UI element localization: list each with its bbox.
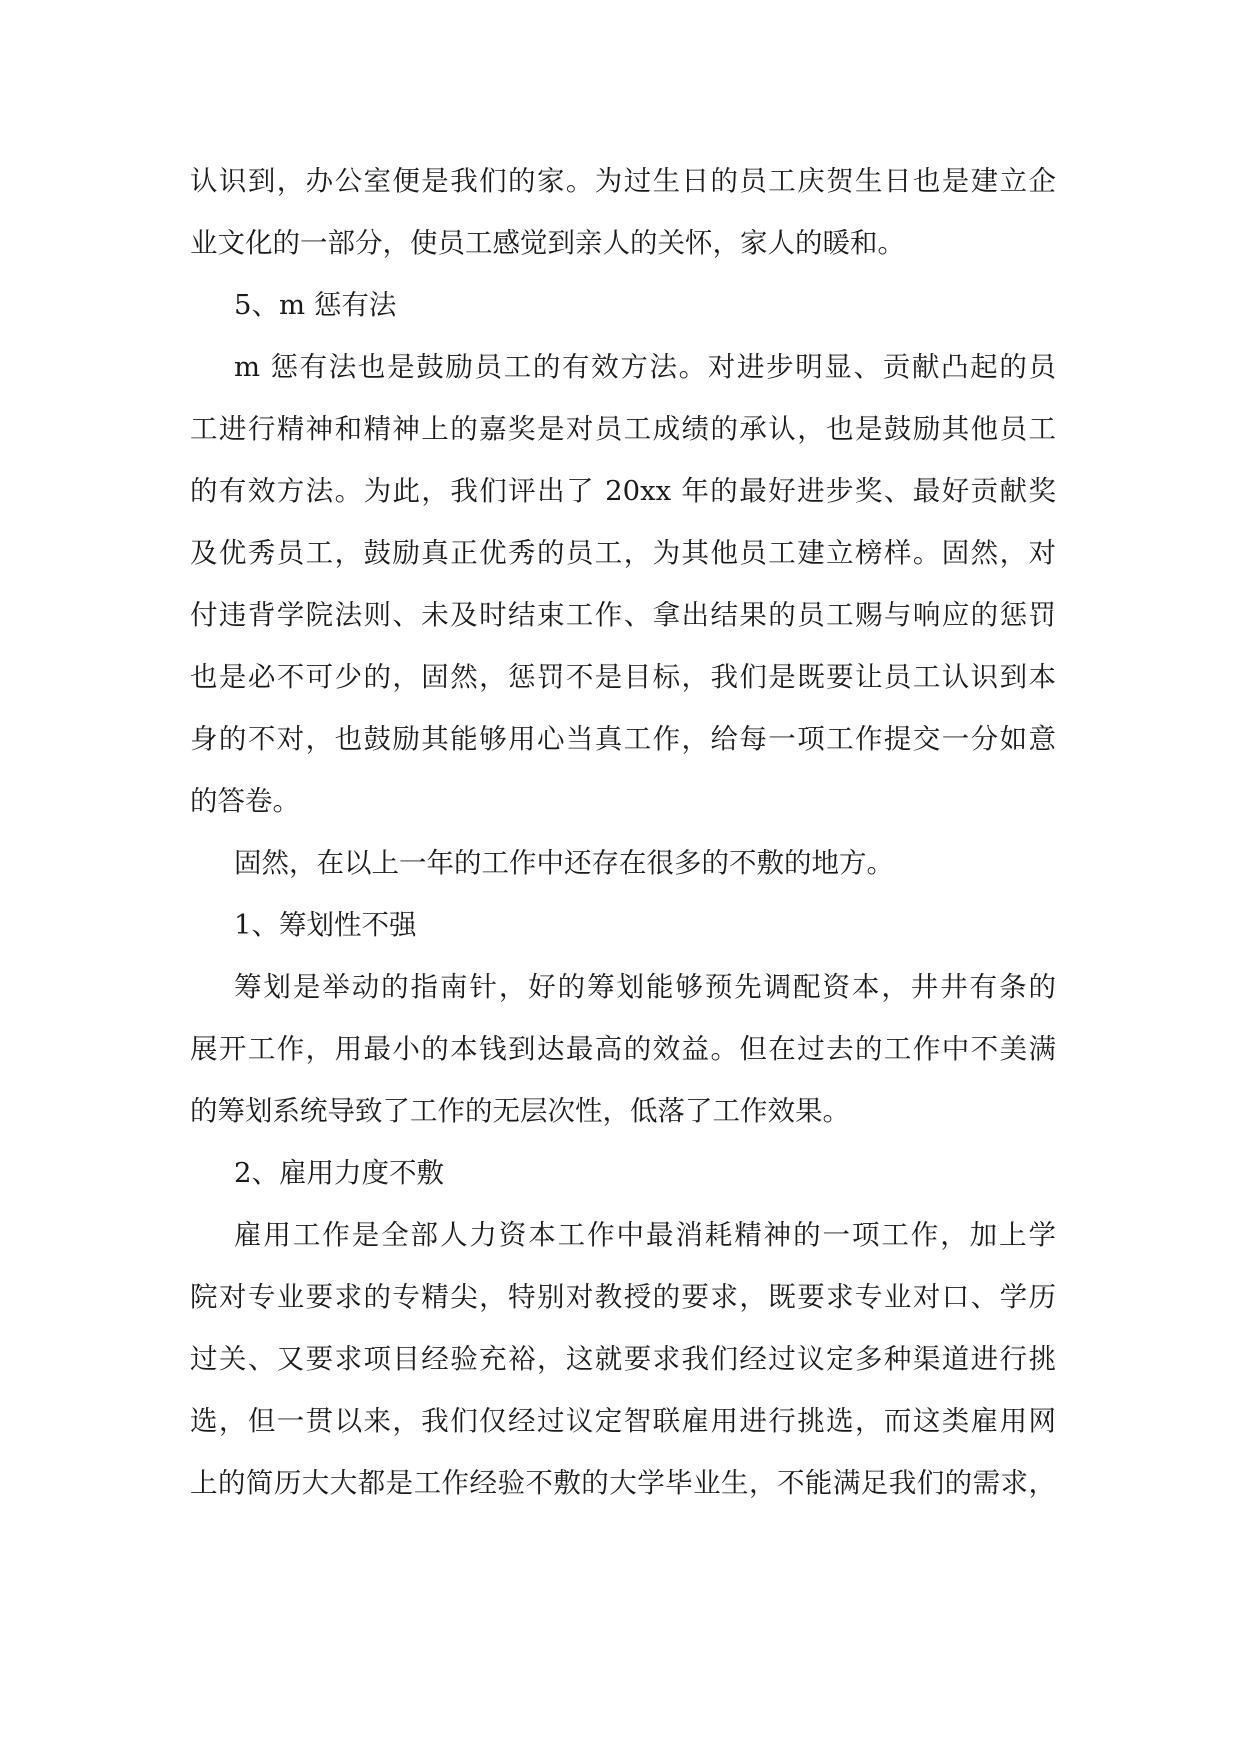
text-line: 上的简历大大都是工作经验不敷的大学毕业生，不能满足我们的需求， bbox=[190, 1467, 1056, 1499]
text-line: 的有效方法。为此，我们评出了 20xx 年的最好进步奖、最好贡献奖 bbox=[190, 475, 1056, 507]
text-line: 院对专业要求的专精尖，特别对教授的要求，既要求专业对口、学历 bbox=[190, 1281, 1056, 1313]
text-line: 选，但一贯以来，我们仅经过议定智联雇用进行挑选，而这类雇用网 bbox=[190, 1405, 1056, 1437]
text-line: 付违背学院法则、未及时结束工作、拿出结果的员工赐与响应的惩罚 bbox=[190, 599, 1056, 631]
text-line: 的筹划系统导致了工作的无层次性，低落了工作效果。 bbox=[190, 1095, 850, 1127]
text-line: 筹划是举动的指南针，好的筹划能够预先调配资本，井井有条的 bbox=[234, 971, 1056, 1003]
text-line: m 惩有法也是鼓励员工的有效方法。对进步明显、贡献凸起的员 bbox=[234, 351, 1056, 383]
text-line: 业文化的一部分，使员工感觉到亲人的关怀，家人的暖和。 bbox=[190, 227, 905, 259]
text-line: 2、雇用力度不敷 bbox=[234, 1157, 444, 1189]
text-line: 及优秀员工，鼓励真正优秀的员工，为其他员工建立榜样。固然，对 bbox=[190, 537, 1056, 569]
text-line: 认识到，办公室便是我们的家。为过生日的员工庆贺生日也是建立企 bbox=[190, 165, 1056, 197]
document-body bbox=[190, 150, 1056, 1514]
text-line: 也是必不可少的，固然，惩罚不是目标，我们是既要让员工认识到本 bbox=[190, 661, 1056, 693]
text-line: 身的不对，也鼓励其能够用心当真工作，给每一项工作提交一分如意 bbox=[190, 723, 1056, 755]
text-line: 1、筹划性不强 bbox=[234, 909, 417, 941]
text-line: 工进行精神和精神上的嘉奖是对员工成绩的承认，也是鼓励其他员工 bbox=[190, 413, 1056, 445]
text-line: 固然，在以上一年的工作中还存在很多的不敷的地方。 bbox=[234, 847, 894, 879]
text-line: 展开工作，用最小的本钱到达最高的效益。但在过去的工作中不美满 bbox=[190, 1033, 1056, 1065]
text-line: 的答卷。 bbox=[190, 785, 300, 817]
text-line: 雇用工作是全部人力资本工作中最消耗精神的一项工作，加上学 bbox=[234, 1219, 1056, 1251]
text-line: 过关、又要求项目经验充裕，这就要求我们经过议定多种渠道进行挑 bbox=[190, 1343, 1056, 1375]
text-line: 5、m 惩有法 bbox=[234, 289, 397, 321]
